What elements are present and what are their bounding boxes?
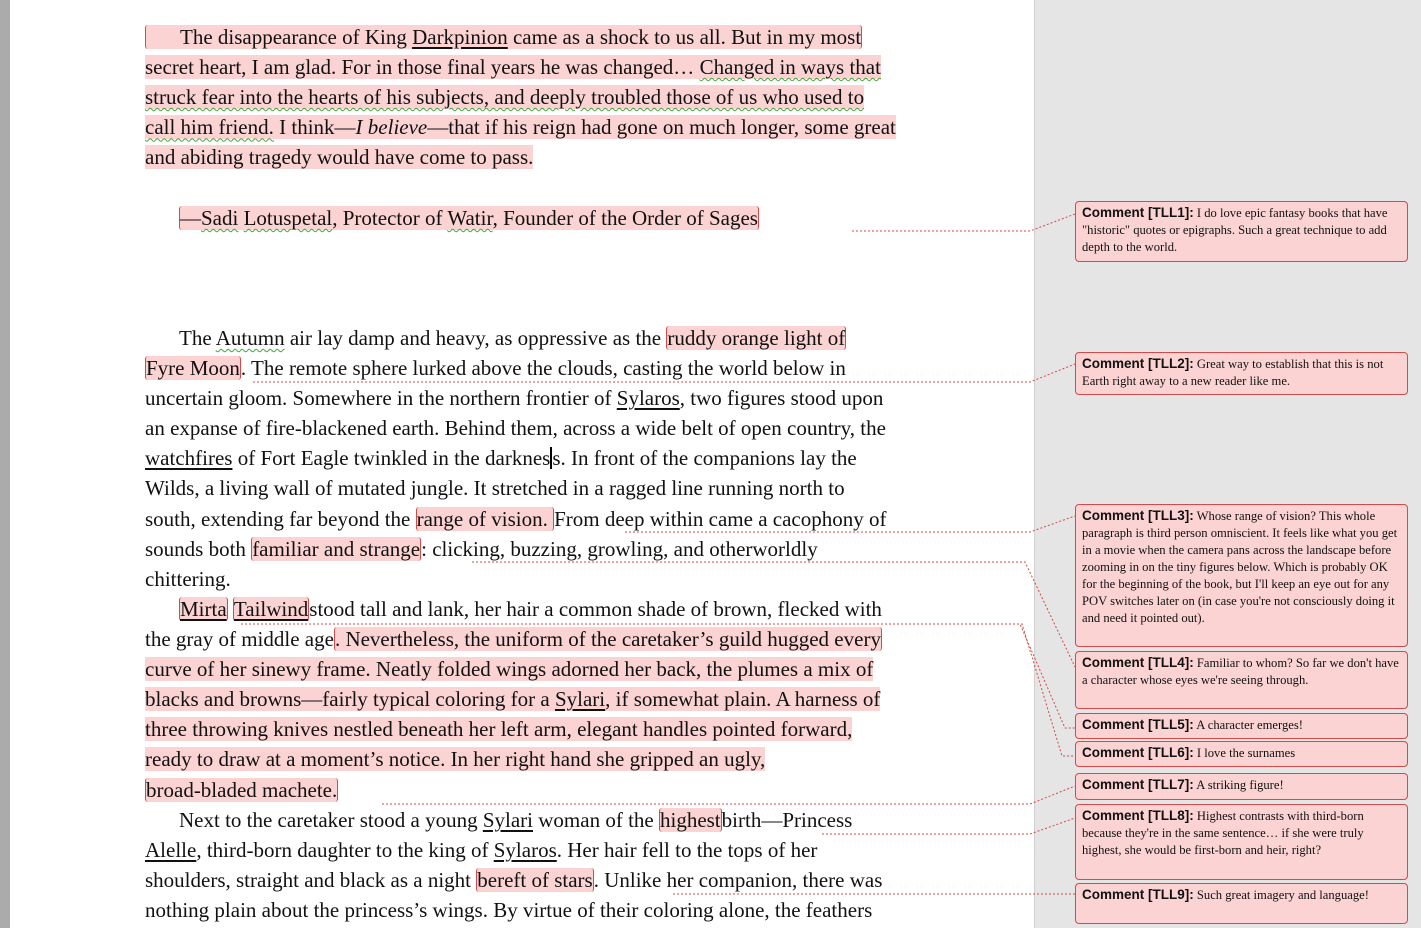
comment-balloon-tll8[interactable] [1075, 804, 1408, 880]
text-run: , third-born daughter to the king of [196, 838, 494, 863]
author-name: Sadi [201, 206, 239, 230]
text-run: woman of the [533, 808, 659, 832]
text-run: —that if his reign had gone on much longer, some great [427, 115, 896, 140]
text-run: the gray of middle age [145, 627, 334, 652]
comment-text: Great way to establish that this is not Earth right away to a new reader like me. [1082, 357, 1384, 388]
text-line [145, 52, 1025, 82]
comment-label: Comment [TLL6]: [1082, 745, 1194, 760]
comment-balloon-tll9[interactable] [1075, 883, 1408, 924]
text-run: blacks and browns—fairly typical coloring for a [145, 687, 555, 712]
text-run-grammar-flag: struck fear into the hearts of his subjects, and deeply troubled those of us who used to [145, 85, 865, 110]
text-line [145, 22, 1025, 52]
comment-label: Comment [TLL7]: [1082, 777, 1194, 792]
character-name: Darkpinion [412, 25, 508, 49]
comment-label: Comment [TLL2]: [1082, 356, 1194, 371]
character-name: Alelle [145, 838, 197, 863]
comment-label: Comment [TLL4]: [1082, 655, 1194, 670]
text-run: . The remote sphere lurked above the clouds, casting the world below in [240, 356, 846, 381]
text-line [145, 684, 1025, 714]
text-run: I think— [273, 115, 356, 140]
text-line [145, 624, 1025, 654]
text-run: secret heart, I am glad. For in those final years he was changed… [145, 55, 700, 80]
text-run: , if somewhat plain. A harness of [605, 687, 881, 712]
text-run: . Unlike her companion, there was [593, 868, 883, 893]
text-line [145, 82, 1025, 112]
character-name: Tailwind [233, 597, 309, 621]
comment-balloon-tll6[interactable] [1075, 741, 1408, 767]
text-line [145, 564, 1025, 594]
text-run: s. In front of the companions lay the [552, 446, 857, 471]
text-run: chittering. [145, 566, 231, 591]
text-line [145, 504, 1025, 534]
comment-balloon-tll2[interactable] [1075, 352, 1408, 395]
text-run: , two figures stood upon [679, 386, 884, 411]
place-name: Sylaros [616, 386, 680, 411]
comment-label: Comment [TLL5]: [1082, 717, 1194, 732]
text-run: nothing plain about the princess’s wings. By virtue of their coloring alone, the feathers [145, 898, 873, 923]
text-run: birth—Princess [721, 808, 853, 832]
text-line [145, 443, 1025, 473]
text-run: and abiding tragedy would have come to pass. [145, 145, 534, 170]
text-run-grammar-flag: Autumn [215, 326, 285, 350]
text-run: , Founder of the Order of Sages [492, 206, 758, 230]
comment-text: A striking figure! [1193, 778, 1284, 792]
text-line [145, 654, 1025, 684]
text-line [145, 473, 1025, 503]
comment-label: Comment [TLL1]: [1082, 205, 1194, 220]
text-line [145, 895, 1025, 925]
comment-text: Such great imagery and language! [1193, 888, 1369, 902]
text-line [145, 805, 1025, 835]
text-run: Wilds, a living wall of mutated jungle. It stretched in a ragged line running north to [145, 476, 845, 501]
epigraph-paragraph [145, 22, 1025, 172]
comment-label: Comment [TLL3]: [1082, 508, 1194, 523]
comment-text: I love the surnames [1193, 746, 1296, 760]
text-run: south, extending far beyond the [145, 506, 416, 531]
text-run: came as a shock to us all. But in my most [507, 25, 862, 49]
comment-label: Comment [TLL9]: [1082, 887, 1194, 902]
text-line [145, 383, 1025, 413]
commented-text: curve of her sinewy frame. Neatly folded wings adorned her back, the plumes a mix of [145, 657, 874, 682]
commented-text: . Nevertheless, the uniform of the caretaker’s guild hugged every [334, 627, 881, 652]
author-name: Lotuspetal [243, 206, 333, 230]
comment-text: Whose range of vision? This whole paragraph is third person omniscient. It feels like what you get in a movie when the camera pans across the landscape before zooming in on the tiny figures below. Which is probably OK for the beginning of the book, but I'll keep an eye out for any POV switches later on (in case you're not consciously doing it and need it pointed out). [1082, 509, 1398, 625]
text-run: Next to the caretaker stood a young [179, 808, 483, 832]
commented-text: familiar and strange [252, 536, 421, 561]
text-line [145, 775, 1025, 805]
text-run-grammar-flag: Changed in ways that [699, 55, 881, 80]
race-name: Sylari [554, 687, 606, 712]
text-line [145, 744, 1025, 774]
text-run: an expanse of fire-blackened earth. Behind them, across a wide belt of open country, the [145, 416, 886, 441]
race-name: Sylari [482, 808, 533, 832]
text-run-grammar-flag: call him friend. [145, 115, 274, 140]
text-run: uncertain gloom. Somewhere in the northern frontier of [145, 386, 617, 411]
text-line [145, 112, 1025, 142]
text-line [145, 353, 1025, 383]
spelling-flag: watchfires [145, 446, 233, 471]
commented-text: three throwing knives nestled beneath her left arm, elegant handles pointed forward, [145, 717, 853, 742]
commented-text: broad-bladed machete. [146, 777, 338, 802]
text-run: of Fort Eagle twinkled in the darknes [232, 446, 551, 471]
comment-text: A character emerges! [1193, 718, 1303, 732]
comment-balloon-tll1[interactable] [1075, 201, 1408, 262]
text-line [145, 865, 1025, 895]
text-run: , Protector of [332, 206, 448, 230]
text-line [145, 323, 1025, 353]
text-run: air lay damp and heavy, as oppressive as the [284, 326, 667, 350]
text-run: — [180, 206, 201, 230]
comment-balloon-tll5[interactable] [1075, 713, 1408, 739]
comment-text: Highest contrasts with third-born because they're in the same sentence… if she were truly highest, she would be first-born and heir, right? [1082, 809, 1364, 857]
text-run: : clicking, buzzing, growling, and otherworldly [421, 536, 818, 561]
text-line [145, 142, 1025, 172]
story-paragraph-3 [145, 805, 1025, 925]
epigraph-attribution [145, 203, 1025, 233]
comment-text: Familiar to whom? So far we don't have a character whose eyes we're seeing through. [1082, 656, 1399, 687]
commented-text: ruddy orange light of [667, 326, 846, 350]
text-run: shoulders, straight and black as a night [145, 868, 477, 893]
comment-text: I do love epic fantasy books that have "historic" quotes or epigraphs. Such a great technique to add depth to the world. [1082, 206, 1388, 254]
text-line [145, 534, 1025, 564]
text-run: From deep within came a cacophony of [554, 506, 887, 531]
commented-text: highest [659, 808, 721, 832]
commented-text: range of vision. [416, 506, 554, 531]
commented-text: ready to draw at a moment’s notice. In her right hand she gripped an ugly, [145, 747, 766, 772]
text-line [145, 835, 1025, 865]
text-run: sounds both [145, 536, 252, 561]
text-run: stood tall and lank, her hair a common shade of brown, flecked with [309, 597, 882, 621]
place-name: Sylaros [493, 838, 557, 863]
comment-balloon-tll4[interactable] [1075, 651, 1408, 709]
story-paragraph-2 [145, 594, 1025, 805]
text-run: The [179, 326, 216, 350]
text-run: . Her hair fell to the tops of her [556, 838, 818, 863]
comment-label: Comment [TLL8]: [1082, 808, 1194, 823]
place-name: Watir [447, 206, 493, 230]
text-line [145, 714, 1025, 744]
commented-text: bereft of stars [477, 868, 593, 893]
story-paragraph-1 [145, 323, 1025, 594]
character-name: Mirta [180, 597, 227, 621]
text-line [145, 413, 1025, 443]
comment-balloon-tll7[interactable] [1075, 773, 1408, 800]
text-line [145, 594, 1025, 624]
commented-text: Fyre Moon [146, 356, 240, 381]
text-run: The disappearance of King [180, 25, 413, 49]
comment-balloon-tll3[interactable] [1075, 504, 1408, 647]
text-line [145, 203, 1025, 233]
italic-text: I believe [355, 115, 428, 140]
